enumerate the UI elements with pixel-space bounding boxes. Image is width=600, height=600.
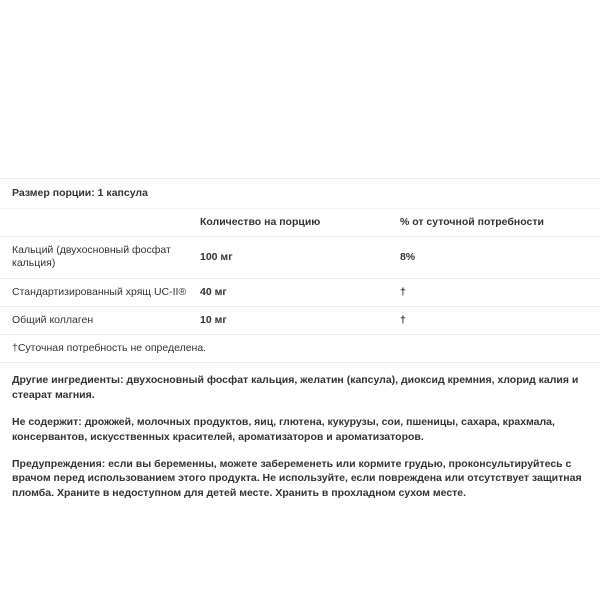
footnote-row (0, 334, 600, 362)
table-row (0, 306, 600, 334)
nutrient-amount: 40 мг (200, 278, 400, 306)
label-content (0, 178, 600, 501)
table-header-row (0, 209, 600, 237)
nutrient-daily-value: 8% (400, 237, 600, 278)
nutrient-name: Кальций (двухосновный фосфат кальция) (0, 237, 200, 278)
daily-value-footnote: †Суточная потребность не определена. (0, 334, 600, 362)
warnings-paragraph: Предупреждения: если вы беременны, можете забеременеть или кормите грудью, проконсультируйтесь с врачом перед использованием этого продукта. Не используйте, если повреждена или отсутствует защитная пломба. Храните в недоступном для детей месте. Хранить в прохладном сухом месте. (12, 457, 582, 500)
table-row (0, 237, 600, 278)
table-row (0, 278, 600, 306)
column-header-name (0, 209, 200, 237)
column-header-amount-per-serving: Количество на порцию (200, 209, 400, 237)
label-paragraphs (0, 363, 600, 501)
nutrient-name: Стандартизированный хрящ UC-II® (0, 278, 200, 306)
nutrient-amount: 100 мг (200, 237, 400, 278)
other-ingredients-paragraph: Другие ингредиенты: двухосновный фосфат кальция, желатин (капсула), диоксид кремния, хлорид калия и стеарат магния. (12, 373, 579, 401)
serving-size-row (0, 179, 600, 209)
column-header-percent-daily-value: % от суточной потребности (400, 209, 600, 237)
serving-size-label: Размер порции: 1 капсула (0, 179, 600, 209)
nutrient-name: Общий коллаген (0, 306, 200, 334)
supplement-facts-table (0, 178, 600, 363)
nutrient-amount: 10 мг (200, 306, 400, 334)
nutrient-daily-value: † (400, 306, 600, 334)
nutrient-daily-value: † (400, 278, 600, 306)
free-of-paragraph: Не содержит: дрожжей, молочных продуктов, яиц, глютена, кукурузы, сои, пшеницы, сахара, крахмала, консервантов, искусственных красителей, ароматизаторов и ароматизаторов. (12, 415, 555, 443)
